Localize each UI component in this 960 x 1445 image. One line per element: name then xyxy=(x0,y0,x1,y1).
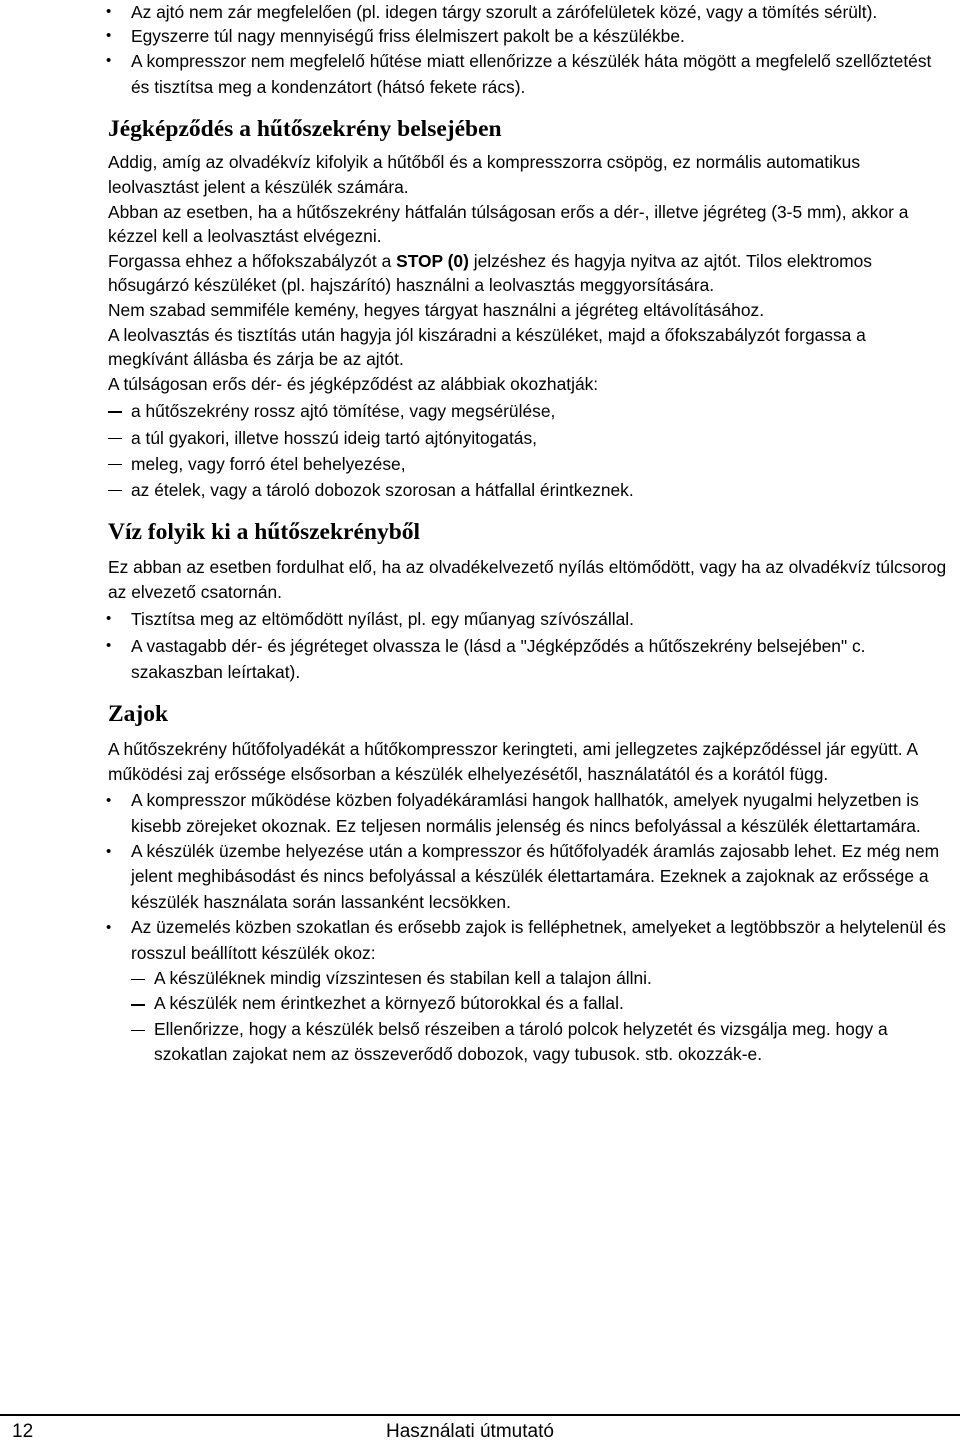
list-item: • Az ajtó nem zár megfelelően (pl. idegen tárgy szorult a zárófelületek közé, vagy a tömítés sérült). xyxy=(108,0,948,24)
list-item: meleg, vagy forró étel behelyezése, xyxy=(108,451,948,477)
page-number: 12 xyxy=(12,1421,34,1442)
paragraph: Addig, amíg az olvadékvíz kifolyik a hűtőből és a kompresszorra csöpög, ez normális automatikus leolvasztást jelent a készülék számára. xyxy=(108,152,861,197)
list-item: A készüléknek mindig vízszintesen és stabilan kell a talajon állni. xyxy=(131,966,948,991)
paragraph: A leolvasztás és tisztítás után hagyja jól kiszáradni a készüléket, majd a őfokszabályzót forgassa a megkívánt állásba és zárja be az ajtót. xyxy=(108,324,866,370)
paragraph-text: jelzéshez és hagyja nyitva az ajtót. Tilos elektromos hősugárzó készüléket (pl. hajszárító) használni a leolvasztás meggyorsítására. xyxy=(108,250,872,296)
paragraph: A túlságosan erős dér- és jégképződést az alábbiak okozhatják: xyxy=(108,373,599,394)
list-item: • A vastagabb dér- és jégréteget olvassza le (lásd a "Jégképződés a hűtőszekrény belsejében" c. szakaszban leírtakat). xyxy=(108,633,948,685)
list-item: • A kompresszor működése közben folyadékáramlási hangok hallhatók, amelyek nyugalmi helyzetben is kisebb zörejeket okoznak. Ez teljesen normális jelenség és nincs befolyással a készülék élettartamára. xyxy=(108,788,948,839)
list-item: • Az üzemelés közben szokatlan és erősebb zajok is felléphetnek, amelyeket a legtöbbször a helytelenül és rosszul beállított készülék okoz: xyxy=(108,915,948,966)
list-item: • A készülék üzembe helyezése után a kompresszor és hűtőfolyadék áramlás zajosabb lehet. Ez még nem jelent meghibásodást és nincs befolyással a készülék élettartamára. Ezeknek a zajoknak az erőssége a készülék használata során lassanként lecsökken. xyxy=(108,839,948,915)
list-item: a hűtőszekrény rossz ajtó tömítése, vagy megsérülése, xyxy=(108,398,948,424)
list-item: az ételek, vagy a tároló dobozok szorosan a hátfallal érintkeznek. xyxy=(108,477,948,503)
list-item: • Egyszerre túl nagy mennyiségű friss élelmiszert pakolt be a készülékbe. xyxy=(108,24,948,48)
paragraph: Abban az esetben, ha a hűtőszekrény hátfalán túlságosan erős a dér-, illetve jégréteg (3-5 mm), akkor a kézzel kell a leolvasztást elvégezni. xyxy=(108,201,909,247)
footer-title: Használati útmutató xyxy=(386,1421,554,1442)
paragraph xyxy=(108,249,948,298)
paragraph: A hűtőszekrény hűtőfolyadékát a hűtőkompresszor keringteti, ami jellegzetes zajképződéssel jár együtt. A működési zaj erőssége elsősorban a készülék elhelyezésétől, használatától és a korától függ. xyxy=(108,738,918,784)
list-item: • Tisztítsa meg az eltömődött nyílást, pl. egy műanyag szívószállal. xyxy=(108,606,948,632)
section-heading-noise: Zajok xyxy=(108,700,169,727)
page-content xyxy=(108,0,948,1068)
water-bullet-list xyxy=(108,606,948,685)
stop-label: STOP (0) xyxy=(396,250,469,271)
noise-bullet-list xyxy=(108,788,948,966)
noise-cause-list xyxy=(131,966,948,1068)
list-item: A készülék nem érintkezhet a környező bútorokkal és a fallal. xyxy=(131,991,948,1016)
paragraph: Ez abban az esetben fordulhat elő, ha az olvadékelvezető nyílás eltömődött, vagy ha az olvadékvíz túlcsorog az elvezető csatornán. xyxy=(108,557,947,602)
paragraph: Nem szabad semmiféle kemény, hegyes tárgyat használni a jégréteg eltávolításához. xyxy=(108,299,765,320)
section-heading-water: Víz folyik ki a hűtőszekrényből xyxy=(108,519,421,546)
list-item: Ellenőrizze, hogy a készülék belső részeiben a tároló polcok helyzetét és vizsgálja meg. hogy a szokatlan zajokat nem az összeverődő dobozok, vagy tubusok. stb. okozzák-e. xyxy=(131,1017,948,1068)
intro-bullet-list xyxy=(108,0,948,100)
paragraph-text: Forgassa ehhez a hőfokszabályzót a xyxy=(108,250,397,271)
list-item: • A kompresszor nem megfelelő hűtése miatt ellenőrizze a készülék háta mögött a megfelelő szellőztetést és tisztítsa meg a kondenzátort (hátsó fekete rács). xyxy=(108,48,948,100)
list-item: a túl gyakori, illetve hosszú ideig tartó ajtónyitogatás, xyxy=(108,425,948,451)
causes-list xyxy=(108,398,948,503)
footer-divider xyxy=(0,1414,960,1416)
section-heading-ice: Jégképződés a hűtőszekrény belsejében xyxy=(108,116,502,143)
